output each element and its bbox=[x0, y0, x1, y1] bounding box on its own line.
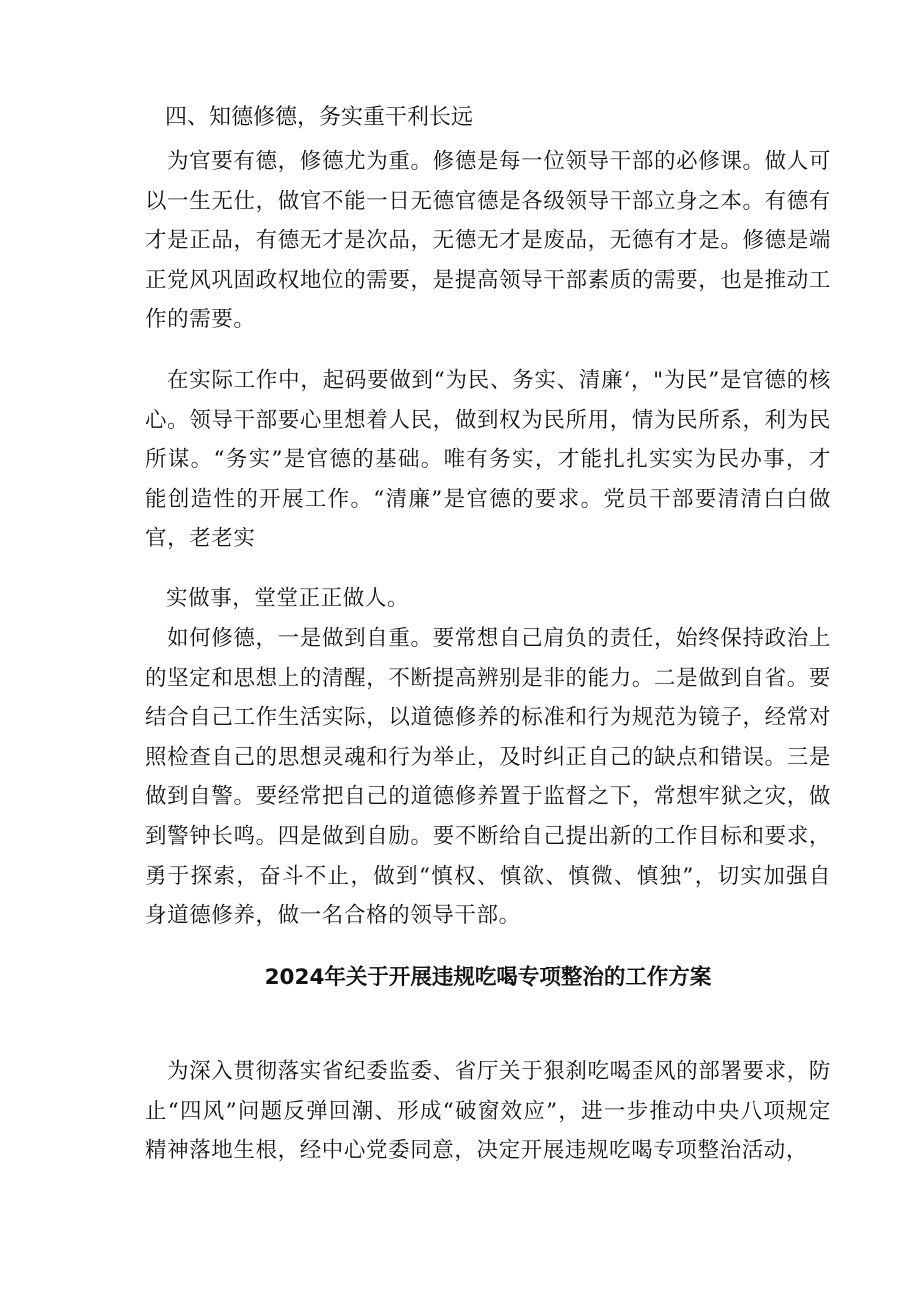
document-title: 2024年关于开展违规吃喝专项整治的工作方案 bbox=[264, 965, 712, 990]
paragraph-official-virtue: 为官要有德，修德尤为重。修德是每一位领导干部的必修课。做人可以一生无仕，做官不能一日无德官德是各级领导干部立身之本。有德有才是正品，有德无才是次品，无德无才是废品，无德有才是。修德是端正党风巩固政权地位的需要，是提高领导干部素质的需要，也是推动工作的需要。 bbox=[145, 149, 831, 333]
paragraph-how-to-cultivate: 如何修德，一是做到自重。要常想自己肩负的责任，始终保持政治上的坚定和思想上的清醒，不断提高辨别是非的能力。二是做到自省。要结合自己工作生活实际，以道德修养的标准和行为规范为镜子，经常对照检查自己的思想灵魂和行为举止，及时纠正自己的缺点和错误。三是做到自警。要经常把自己的道德修养置于监督之下，常想牢狱之灾，做到警钟长鸣。四是做到自励。要不断给自己提出新的工作目标和要求，勇于探索，奋斗不止，做到“慎权、慎欲、慎微、慎独”，切实加强自身道德修养，做一名合格的领导干部。 bbox=[145, 626, 831, 929]
paragraph-fragment: 实做事，堂堂正正做人。 bbox=[166, 586, 410, 611]
section-heading: 四、知德修德，务实重干利长远 bbox=[165, 105, 474, 130]
paragraph-practical-work: 在实际工作中，起码要做到“为民、务实、清廉‘，"为民”是官德的核心。领导干部要心里想着人民，做到权为民所用，情为民所系，利为民所谋。“务实”是官德的基础。唯有务实，才能扎扎实实为民办事，才能创造性的开展工作。“清廉”是官德的要求。党员干部要清清白白做官，老老实 bbox=[145, 368, 831, 552]
paragraph-plan-intro: 为深入贯彻落实省纪委监委、省厅关于狠刹吃喝歪风的部署要求，防止“四风”问题反弹回潮、形成“破窗效应”，进一步推动中央八项规定精神落地生根，经中心党委同意，决定开展违规吃喝专项整治活动， bbox=[145, 1059, 831, 1164]
